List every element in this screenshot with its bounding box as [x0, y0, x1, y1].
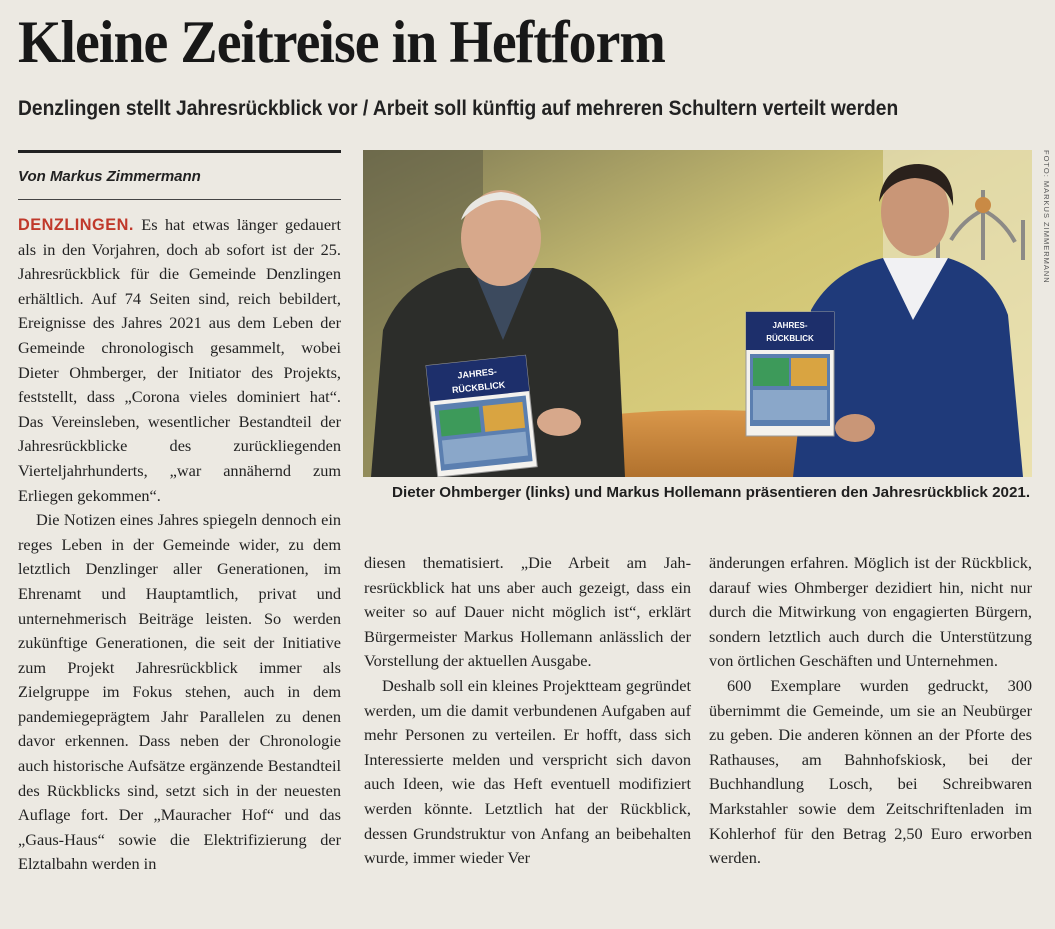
article-photo — [363, 150, 1032, 477]
paragraph — [18, 213, 341, 508]
article-column-2 — [364, 551, 691, 871]
booklet-right-title-1: JAHRES- — [772, 321, 808, 330]
booklet-right-title-2: RÜCKBLICK — [766, 334, 814, 343]
paragraph: 600 Exemplare wurden gedruckt, 300 übernimmt die Gemeinde, um sie an Neubürger zu geben. Die anderen können an der Pforte des Rathauses, am Bahnhofskiosk, bei der Buchhandlung Losch, bei Schreibwaren Markstahler sowie dem Zeitschriftenladen im Kohlerhof für den Betrag 2,50 Euro erworben werden. — [709, 675, 1032, 868]
booklet-left-title-1: JAHRES- — [456, 366, 498, 381]
article-column-3 — [709, 551, 1032, 871]
paragraph: änderungen erfahren. Möglich ist der Rückblick, darauf wies Ohmberger dezidiert hin, nicht nur durch die Mitwirkung von engagierten Bürgern, sondern letztlich auch durch die Unterstützung von örtlichen Geschäften und Unternehmen. — [709, 553, 1032, 671]
subheadline: Denzlingen stellt Jahresrückblick vor / Arbeit soll künftig auf mehreren Schultern verteilt werden — [18, 97, 899, 120]
byline-rule-top — [18, 150, 341, 153]
byline: Von Markus Zimmermann — [18, 168, 201, 185]
booklet-left-title-2: RÜCKBLICK — [451, 379, 506, 396]
paragraph: Deshalb soll ein kleines Projektteam gegründet werden, um die damit verbundenen Aufgaben auf mehr Personen zu verteilen. Er hofft, dass sich Interessierte melden und verspricht sich davon auch Ideen, wie das Heft eventuell modifiziert werden könnte. Letztlich hat der Rückblick, dessen Grundstruktur von Anfang an beibehalten wurde, immer wieder Ver — [364, 675, 691, 868]
booklet-right — [746, 312, 834, 436]
photo-caption: Dieter Ohmberger (links) und Markus Hollemann präsentieren den Jahresrückblick 2021. — [392, 484, 1031, 501]
paragraph: diesen thematisiert. „Die Arbeit am Jahresrückblick hat uns aber auch gezeigt, dass ein weiter so auf Dauer nicht möglich ist“, erklärt Bürgermeister Markus Hollemann anlässlich der Vorstellung der aktuellen Ausgabe. — [364, 553, 691, 671]
photo-credit: FOTO: MARKUS ZIMMERMANN — [1042, 150, 1051, 284]
paragraph: Die Notizen eines Jahres spiegeln dennoch ein reges Leben in der Gemeinde wider, zu dem letztlich Denzlinger aller Generationen, im Ehrenamt und Hauptamtlich, privat und unternehmerisch Beiträge leisten. So werden zukünftige Generationen, die seit der Initiative zum Projekt Jahresrückblick immer als Zielgruppe im Fokus stehen, auch in dem pandemiegeprägtem Jahr Parallelen zu denen davor erkennen. Dass neben der Chronologie auch historische Aufsätze ergänzende Bestandteil des Rückblicks sind, setzt sich in der neuesten Auflage fort. Der „Mauracher Hof“ und das „Gaus-Haus“ sowie die Elektrifizierung der Elztalbahn werden in — [18, 510, 341, 874]
booklet-left — [426, 355, 537, 477]
article-column-1 — [18, 213, 341, 877]
byline-rule-bottom — [18, 199, 341, 200]
paragraph-text: Es hat etwas länger gedauert als in den Vorjahren, doch ab sofort ist der 25. Jahresrückblick für die Gemeinde Denzlingen erhältlich. Auf 74 Seiten sind, reich bebildert, Ereignisse des Jahres 2021 aus dem Leben der Gemeinde chronologisch gesammelt, wobei Dieter Ohmberger, der Initiator des Projekts, feststellt, dass „Corona vieles dominiert hat“. Das Vereinsleben, wesentlicher Bestandteil der Jahresrückblicke des zurückliegenden Vierteljahrhunderts, „war annähernd zum Erliegen gekommen“. — [18, 215, 341, 505]
dateline: DENZLINGEN. — [18, 216, 134, 234]
headline: Kleine Zeitreise in Heftform — [18, 9, 665, 75]
